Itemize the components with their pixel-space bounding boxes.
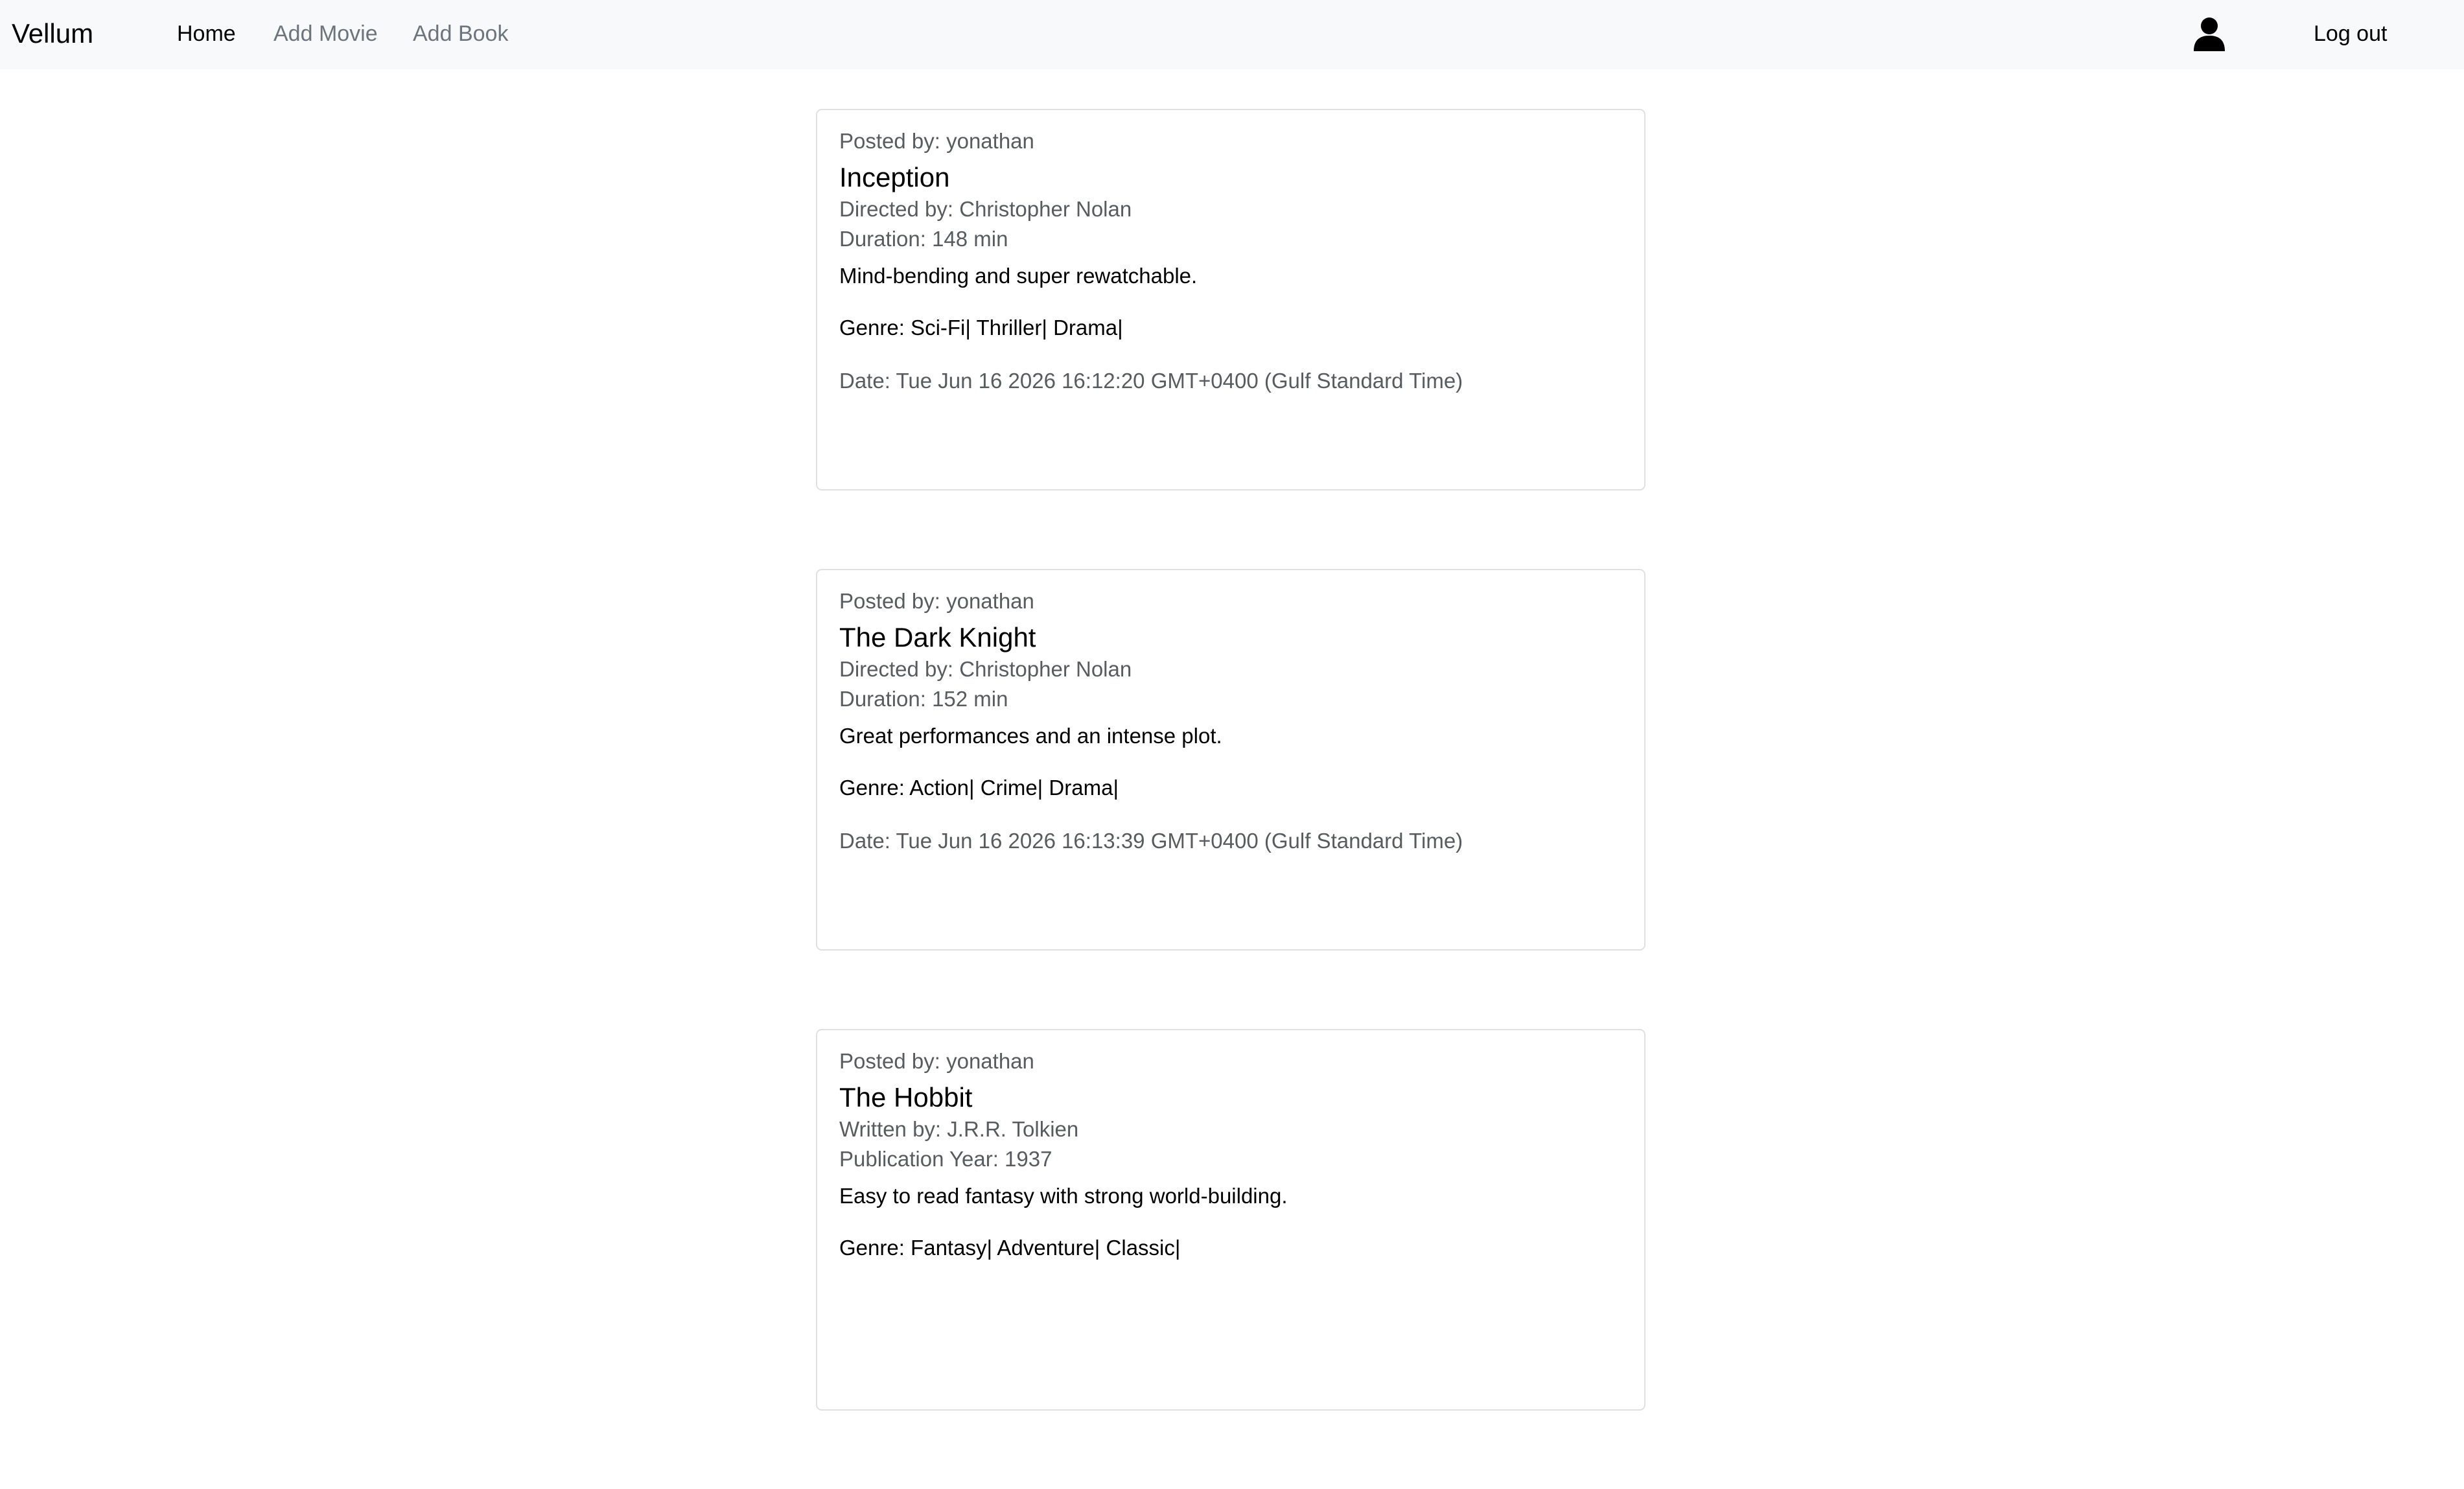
post-title: Inception: [839, 162, 950, 192]
brand-logo[interactable]: Vellum: [12, 18, 94, 49]
post-detail: Duration: 148 min: [839, 227, 1008, 251]
post-review: Easy to read fantasy with strong world-building.: [839, 1184, 1288, 1208]
post-card: [816, 109, 1645, 491]
post-detail: Duration: 152 min: [839, 687, 1008, 711]
user-icon[interactable]: [2192, 16, 2226, 51]
post-creator: Written by: J.R.R. Tolkien: [839, 1117, 1079, 1141]
post-title: The Hobbit: [839, 1082, 973, 1113]
post-genre: Genre: Action| Crime| Drama|: [839, 776, 1119, 800]
post-card: [816, 1029, 1645, 1411]
post-detail: Publication Year: 1937: [839, 1147, 1052, 1171]
posted-by: Posted by: yonathan: [839, 1049, 1034, 1073]
post-review: Great performances and an intense plot.: [839, 724, 1222, 748]
navbar: [0, 0, 2464, 69]
nav-add-movie-link[interactable]: Add Movie: [273, 21, 378, 46]
post-feed: [816, 109, 1645, 1489]
post-genre: Genre: Sci-Fi| Thriller| Drama|: [839, 316, 1123, 340]
post-date: Date: Tue Jun 16 2026 16:13:39 GMT+0400 (Gulf Standard Time): [839, 829, 1463, 853]
post-creator: Directed by: Christopher Nolan: [839, 657, 1132, 681]
logout-button[interactable]: Log out: [2314, 21, 2388, 46]
post-date: Date: Tue Jun 16 2026 16:12:20 GMT+0400 (Gulf Standard Time): [839, 369, 1463, 393]
post-genre: Genre: Fantasy| Adventure| Classic|: [839, 1236, 1181, 1260]
post-review: Mind-bending and super rewatchable.: [839, 264, 1198, 288]
nav-add-book-link[interactable]: Add Book: [413, 21, 509, 46]
posted-by: Posted by: yonathan: [839, 129, 1034, 153]
post-card: [816, 569, 1645, 951]
post-creator: Directed by: Christopher Nolan: [839, 197, 1132, 221]
posted-by: Posted by: yonathan: [839, 589, 1034, 613]
nav-home-link[interactable]: Home: [177, 21, 236, 46]
post-title: The Dark Knight: [839, 622, 1036, 652]
